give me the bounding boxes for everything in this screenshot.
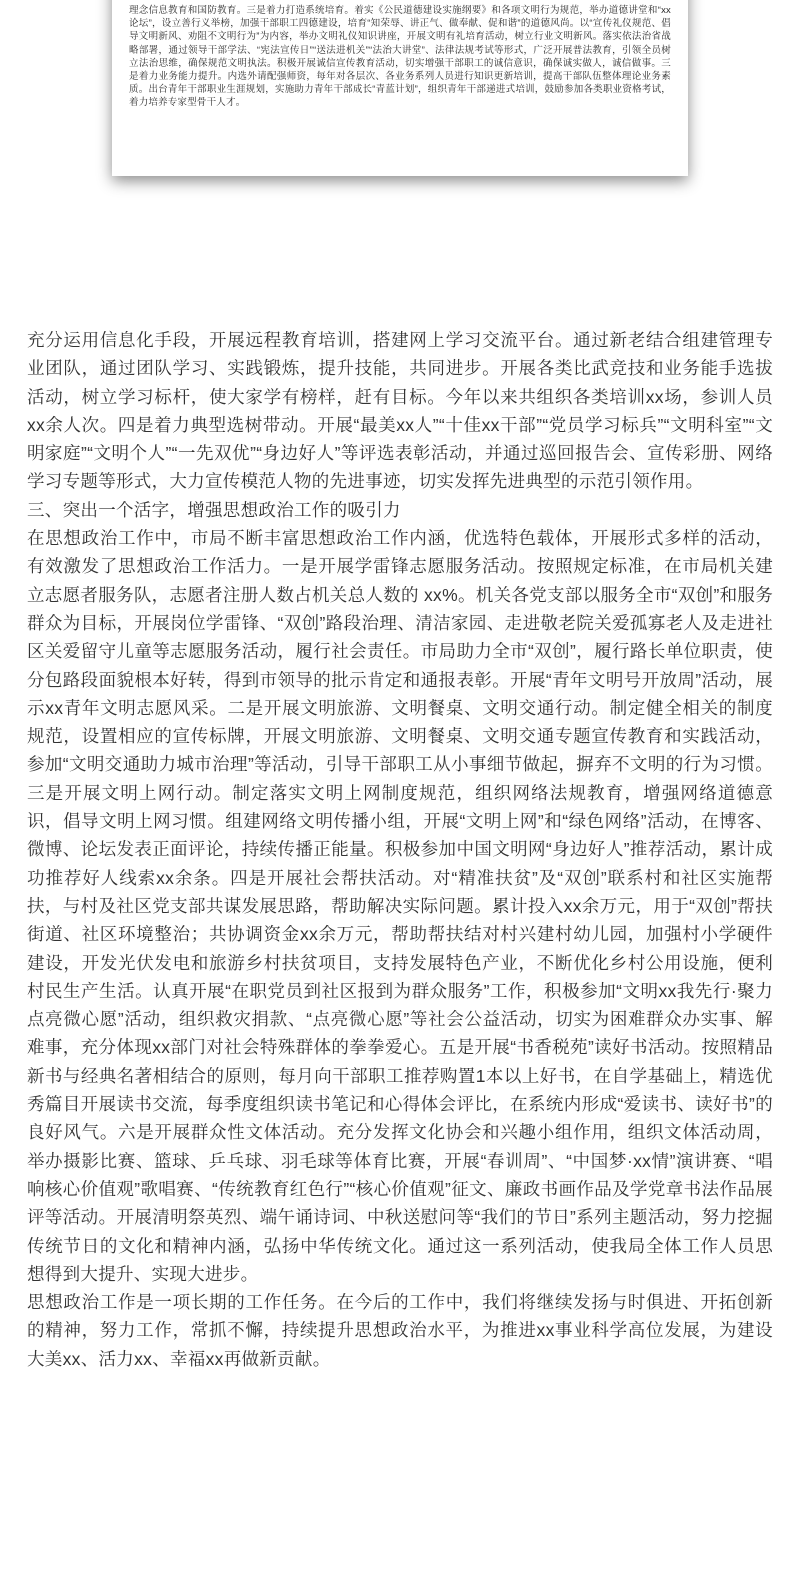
document-body (27, 326, 773, 1373)
section-heading-three: 三、突出一个活字，增强思想政治工作的吸引力 (27, 499, 401, 520)
preview-page-text: 理念信息教育和国防教育。三是着力打造系统培育。着实《公民道德建设实施纲要》和各项文明行为规范，举办道德讲堂和“xx论坛”，设立善行义举榜，加强干部职工四德建设，培育“知荣辱、讲正气、做奉献、促和谐”的道德风尚。以“宣传礼仪规范、倡导文明新风、劝阻不文明行为”为内容，举办文明礼仪知识讲座，开展文明有礼培育活动，树立行业文明新风。落实依法治省战略部署，通过领导干部学法、“宪法宣传日”“送法进机关”“法治大讲堂”、法律法规考试等形式，广泛开展普法教育，引领全员树立法治思维，确保规范文明执法。积极开展诚信宣传教育活动，切实增强干部职工的诚信意识，确保诚实做人，诚信做事。三是着力业务能力提升。内选外请配强师资，每年对各层次、各业务系列人员进行知识更新培训，提高干部队伍整体理论业务素质。出台青年干部职业生涯规划，实施助力青年干部成长“青蓝计划”，组织青年干部递进式培训，鼓励参加各类职业资格考试，着力培养专家型骨干人才。 (129, 5, 671, 109)
page-preview-image[interactable] (112, 0, 688, 176)
paragraph-conclusion: 思想政治工作是一项长期的工作任务。在今后的工作中，我们将继续发扬与时俱进、开拓创新的精神，努力工作，常抓不懈，持续提升思想政治水平，为推进xx事业科学高位发展，为建设大美xx、活力xx、幸福xx再做新贡献。 (27, 1292, 773, 1369)
paragraph-activities: 在思想政治工作中，市局不断丰富思想政治工作内涵，优选特色载体，开展形式多样的活动，有效激发了思想政治工作活力。一是开展学雷锋志愿服务活动。按照规定标准，在市局机关建立志愿者服务队，志愿者注册人数占机关总人数的 xx%。机关各党支部以服务全市“双创”和服务群众为目标，开展岗位学雷锋、“双创”路段治理、清洁家园、走进敬老院关爱孤寡老人及走进社区关爱留守儿童等志愿服务活动，履行社会责任。市局助力全市“双创”，履行路长单位职责，使分包路段面貌根本好转，得到市领导的批示肯定和通报表彰。开展“青年文明号开放周”活动，展示xx青年文明志愿风采。二是开展文明旅游、文明餐桌、文明交通行动。制定健全相关的制度规范，设置相应的宣传标牌，开展文明旅游、文明餐桌、文明交通专题宣传教育和实践活动，参加“文明交通助力城市治理”等活动，引导干部职工从小事细节做起，摒弃不文明的行为习惯。三是开展文明上网行动。制定落实文明上网制度规范，组织网络法规教育，增强网络道德意识，倡导文明上网习惯。组建网络文明传播小组，开展“文明上网”和“绿色网络”活动，在博客、微博、论坛发表正面评论，持续传播正能量。积极参加中国文明网“身边好人”推荐活动，累计成功推荐好人线索xx余条。四是开展社会帮扶活动。对“精准扶贫”及“双创”联系村和社区实施帮扶，与村及社区党支部共谋发展思路，帮助解决实际问题。累计投入xx余万元，用于“双创”帮扶街道、社区环境整治；共协调资金xx余万元，帮助帮扶结对村兴建村幼儿园，加强村小学硬件建设，开发光伏发电和旅游乡村扶贫项目，支持发展特色产业，不断优化乡村公用设施，便利村民生产生活。认真开展“在职党员到社区报到为群众服务”工作，积极参加“文明xx我先行·聚力点亮微心愿”活动，组织救灾捐款、“点亮微心愿”等社会公益活动，切实为困难群众办实事、解难事，充分体现xx部门对社会特殊群体的拳拳爱心。五是开展“书香税苑”读好书活动。按照精品新书与经典名著相结合的原则，每月向干部职工推荐购置1本以上好书，在自学基础上，精选优秀篇目开展读书交流，每季度组织读书笔记和心得体会评比，在系统内形成“爱读书、读好书”的良好风气。六是开展群众性文体活动。充分发挥文化协会和兴趣小组作用，组织文体活动周，举办摄影比赛、篮球、乒乓球、羽毛球等体育比赛，开展“春训周”、“中国梦·xx情”演讲赛、“唱响核心价值观”歌唱赛、“传统教育红色行”“核心价值观”征文、廉政书画作品及学党章书法作品展评等活动。开展清明祭英烈、端午诵诗词、中秋送慰问等“我们的节日”系列主题活动，努力挖掘传统节日的文化和精神内涵，弘扬中华传统文化。通过这一系列活动，使我局全体工作人员思想得到大提升、实现大进步。 (27, 528, 773, 1284)
paragraph-training: 充分运用信息化手段，开展远程教育培训，搭建网上学习交流平台。通过新老结合组建管理专业团队，通过团队学习、实践锻炼，提升技能，共同进步。开展各类比武竞技和业务能手选拔活动，树立学习标杆，使大家学有榜样，赶有目标。今年以来共组织各类培训xx场，参训人员xx余人次。四是着力典型选树带动。开展“最美xx人”“十佳xx干部”“党员学习标兵”“文明科室”“文明家庭”“文明个人”“一先双优”“身边好人”等评选表彰活动，并通过巡回报告会、宣传彩册、网络学习专题等形式，大力宣传模范人物的先进事迹，切实发挥先进典型的示范引领作用。 (27, 330, 773, 492)
